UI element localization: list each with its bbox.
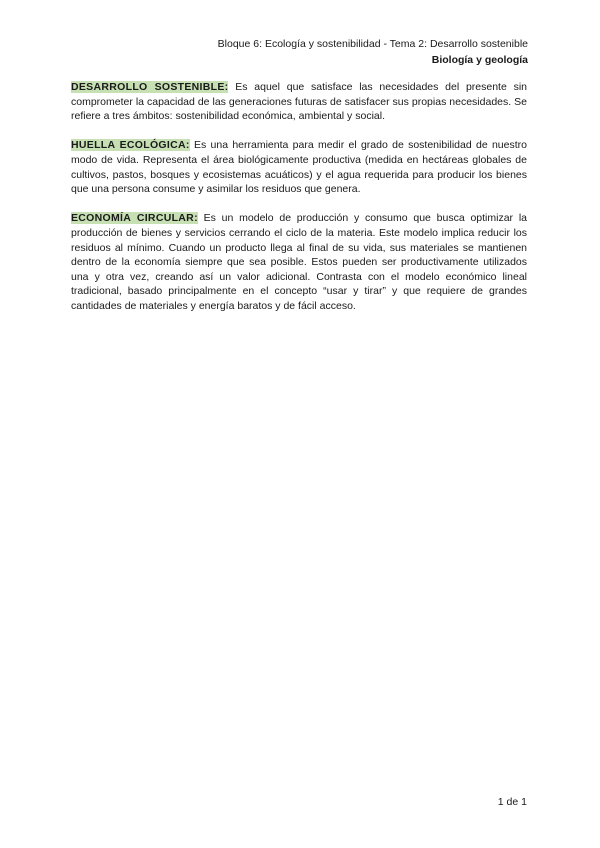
definition-text: Es un modelo de producción y consumo que busca optimizar la producción de bienes y servicios cerrando el ciclo de la materia. Este modelo implica reducir los residuos al mínimo. Cuando un producto llega al final de su vida, sus materiales se mantienen dentro de la economía siempre que sea posible. Estos pueden ser productivamente utilizados una y otra vez, creando así un valor adicional. Contrasta con el modelo económico lineal tradicional, basado principalmente en el concepto “usar y tirar” y que requiere de grandes cantidades de materiales y energía baratos y de fácil acceso.	[71, 212, 527, 312]
page-number: 1 de 1	[497, 796, 527, 808]
term-label: ECONOMÍA CIRCULAR:	[71, 212, 198, 225]
definition-desarrollo-sostenible	[71, 80, 527, 124]
subject-title: Biología y geología	[431, 54, 528, 66]
definition-huella-ecologica	[71, 138, 527, 196]
definition-economia-circular	[71, 211, 527, 313]
document-body	[71, 80, 527, 328]
definition-text: Es una herramienta para medir el grado de sostenibilidad de nuestro modo de vida. Representa el área biológicamente productiva (medida en hectáreas globales de cultivos, pastos, bosques y ecosistemas acuáticos) y el agua requerida para producir los bienes que una persona consume y asimilar los residuos que genera.	[71, 139, 527, 196]
page-header	[218, 36, 528, 68]
term-label: DESARROLLO SOSTENIBLE:	[71, 81, 229, 93]
definition-text: Es aquel que satisface las necesidades del presente sin comprometer la capacidad de las generaciones futuras de satisfacer sus propias necesidades. Se refiere a tres ámbitos: sostenibilidad económica, ambiental y social.	[71, 81, 527, 123]
term-label: HUELLA ECOLÓGICA:	[71, 139, 190, 152]
breadcrumb: Bloque 6: Ecología y sostenibilidad - Tema 2: Desarrollo sostenible	[217, 38, 528, 50]
